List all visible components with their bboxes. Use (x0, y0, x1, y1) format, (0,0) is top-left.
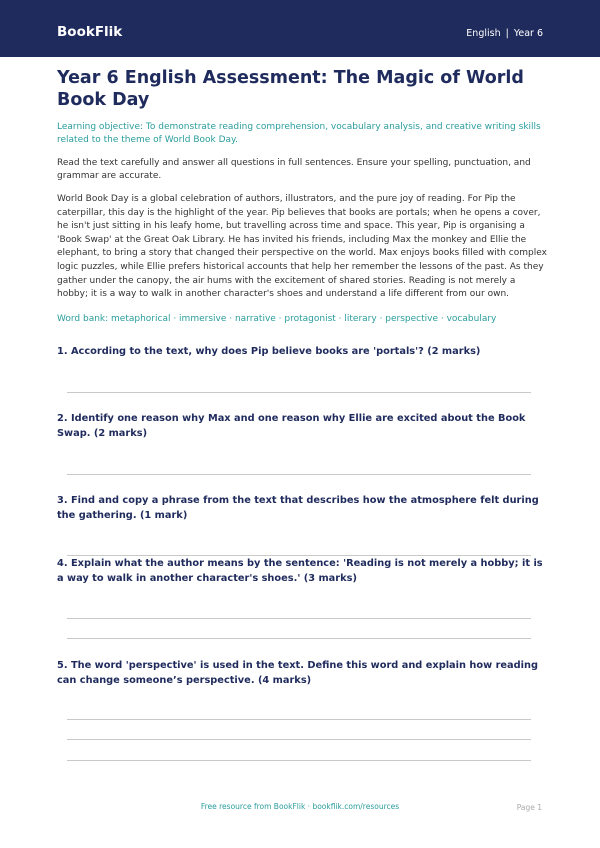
header-bar (0, 0, 600, 57)
answer-line[interactable] (67, 760, 531, 761)
subject-year-label (466, 28, 543, 39)
reading-passage: World Book Day is a global celebration of authors, illustrators, and the pure joy of reading. For Pip the caterpillar, this day is the highlight of the year. Pip believes that books are portals; when he opens a cover, he isn't just sitting in his leafy home, but travelling across time and space. This year, Pip is organising a 'Book Swap' at the Great Oak Library. He has invited his friends, including Max the monkey and Ellie the elephant, to bring a story that changed their perspective on the world. Max enjoys books filled with complex logic puzzles, while Ellie prefers historical accounts that help her remember the lessons of the past. As they gather under the canopy, the air hums with the excitement of shared stories. Reading is not merely a hobby; it is a way to walk in another character's shoes and understand a life different from our own. (57, 194, 547, 300)
question-3: 3. Find and copy a phrase from the text that describes how the atmosphere felt during the gathering. (1 mark) (57, 495, 539, 521)
word-bank: Word bank: metaphorical · immersive · narrative · protagonist · literary · perspective · vocabulary (57, 314, 497, 324)
brand-logo: BookFlik (57, 24, 123, 40)
answer-line[interactable] (67, 474, 531, 475)
answer-line[interactable] (67, 638, 531, 639)
page-title: Year 6 English Assessment: The Magic of World Book Day (57, 68, 524, 110)
subject-label: English (466, 28, 501, 39)
answer-line[interactable] (67, 739, 531, 740)
learning-objective: Learning objective: To demonstrate reading comprehension, vocabulary analysis, and creative writing skills related to the theme of World Book Day. (57, 122, 541, 145)
answer-line[interactable] (67, 392, 531, 393)
question-5: 5. The word 'perspective' is used in the text. Define this word and explain how reading can change someone’s perspective. (4 marks) (57, 660, 539, 686)
question-2: 2. Identify one reason why Max and one reason why Ellie are excited about the Book Swap. (2 marks) (57, 413, 526, 439)
header-separator: | (505, 28, 509, 39)
instructions: Read the text carefully and answer all questions in full sentences. Ensure your spelling, punctuation, and grammar are accurate. (57, 158, 531, 181)
question-1: 1. According to the text, why does Pip believe books are 'portals'? (2 marks) (57, 346, 481, 357)
page-number: Page 1 (516, 803, 542, 812)
answer-line[interactable] (67, 719, 531, 720)
year-label: Year 6 (513, 28, 543, 39)
question-4: 4. Explain what the author means by the sentence: 'Reading is not merely a hobby; it is a way to walk in another character's shoes.' (3 marks) (57, 558, 543, 584)
answer-line[interactable] (67, 618, 531, 619)
footer-resource-link[interactable]: Free resource from BookFlik · bookflik.com/resources (200, 802, 400, 811)
